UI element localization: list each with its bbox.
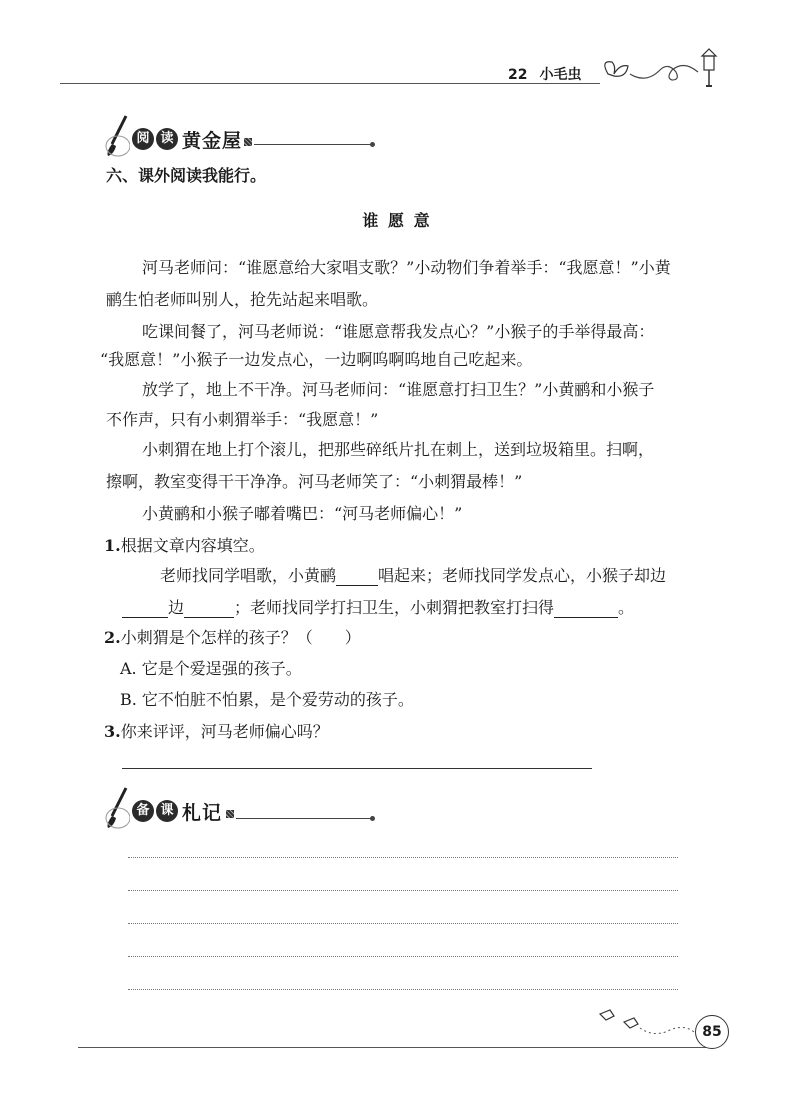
question-number: 1. [104,536,121,555]
q1-blank-1[interactable] [336,567,378,586]
story-line: 河马老师问：“谁愿意给大家唱支歌？”小动物们争着举手：“我愿意！”小黄 [142,258,671,277]
q1-blank-3[interactable] [184,599,234,618]
notes-line[interactable] [128,923,678,924]
notes-badge-1: 备 [132,800,154,822]
lesson-title: 小毛虫 [539,67,582,83]
notes-line[interactable] [128,890,678,891]
story-line: 小黄鹂和小猴子嘟着嘴巴：“河马老师偏心！” [142,504,463,523]
q1-text: ；老师找同学打扫卫生，小刺猬把教室打扫得 [234,598,555,617]
notes-line[interactable] [128,956,678,957]
bird-doodle-icon [594,1004,698,1040]
question-prompt: 小刺猬是个怎样的孩子？（ ） [120,628,361,647]
notes-section-title: 札记 [182,802,223,824]
butterfly-lamp-decoration-icon [598,44,728,90]
banner-mark [226,810,234,818]
story-line: 擦啊，教室变得干干净净。河马老师笑了：“小刺猬最棒！” [106,472,523,491]
banner-dot [370,816,375,821]
brush-icon [104,786,130,830]
question-heading: 六、课外阅读我能行。 [106,166,267,185]
reading-badge-2: 读 [156,128,178,150]
q1-text: 。 [618,598,635,617]
question-number: 3. [104,722,121,741]
notes-badge-2: 课 [156,800,178,822]
banner-mark [244,138,252,146]
question-prompt: 你来评评，河马老师偏心吗？ [120,722,329,741]
lesson-number: 22 [508,67,528,83]
story-line: 吃课间餐了，河马老师说：“谁愿意帮我发点心？”小猴子的手举得最高： [142,322,655,341]
q1-blank-4[interactable] [554,599,618,618]
story-line: 放学了，地上不干净。河马老师问：“谁愿意打扫卫生？”小黄鹂和小猴子 [142,380,655,399]
banner-rule [236,818,372,819]
q1-fill-line-2 [122,598,634,618]
q3-answer-line[interactable] [122,768,592,769]
question-prompt: 根据文章内容填空。 [120,536,265,555]
banner-rule [254,144,372,145]
q1-text: 唱起来；老师找同学发点心，小猴子却边 [378,566,667,585]
banner-dot [370,142,375,147]
notes-section-banner [104,794,380,830]
notes-line[interactable] [128,989,678,990]
story-line: “我愿意！”小猴子一边发点心，一边啊呜啊呜地自己吃起来。 [100,350,533,369]
header-rule [60,83,600,84]
story-title: 谁 愿 意 [362,211,432,230]
q1-fill-line-1 [160,566,666,586]
question-1 [104,536,265,556]
reading-badge-1: 阅 [132,128,154,150]
story-line: 小刺猬在地上打个滚儿，把那些碎纸片扎在刺上，送到垃圾箱里。扫啊， [142,440,655,459]
footer-rule [78,1047,718,1048]
story-line: 不作声，只有小刺猬举手：“我愿意！” [106,410,379,429]
q1-text: 边 [168,598,185,617]
story-line: 鹂生怕老师叫别人，抢先站起来唱歌。 [106,290,379,309]
brush-icon [104,114,130,158]
page-number: 85 [695,1015,729,1049]
notes-line[interactable] [128,857,678,858]
question-3 [104,722,329,742]
reading-section-banner [104,122,380,158]
question-number: 2. [104,628,121,647]
q2-option-a[interactable]: A. 它是个爱逞强的孩子。 [120,659,302,678]
q1-blank-2[interactable] [122,599,168,618]
reading-section-title: 黄金屋 [182,130,243,152]
lesson-header [508,64,581,84]
q1-text: 老师找同学唱歌，小黄鹂 [160,566,337,585]
question-2 [104,628,361,648]
q2-option-b[interactable]: B. 它不怕脏不怕累，是个爱劳动的孩子。 [120,690,414,709]
